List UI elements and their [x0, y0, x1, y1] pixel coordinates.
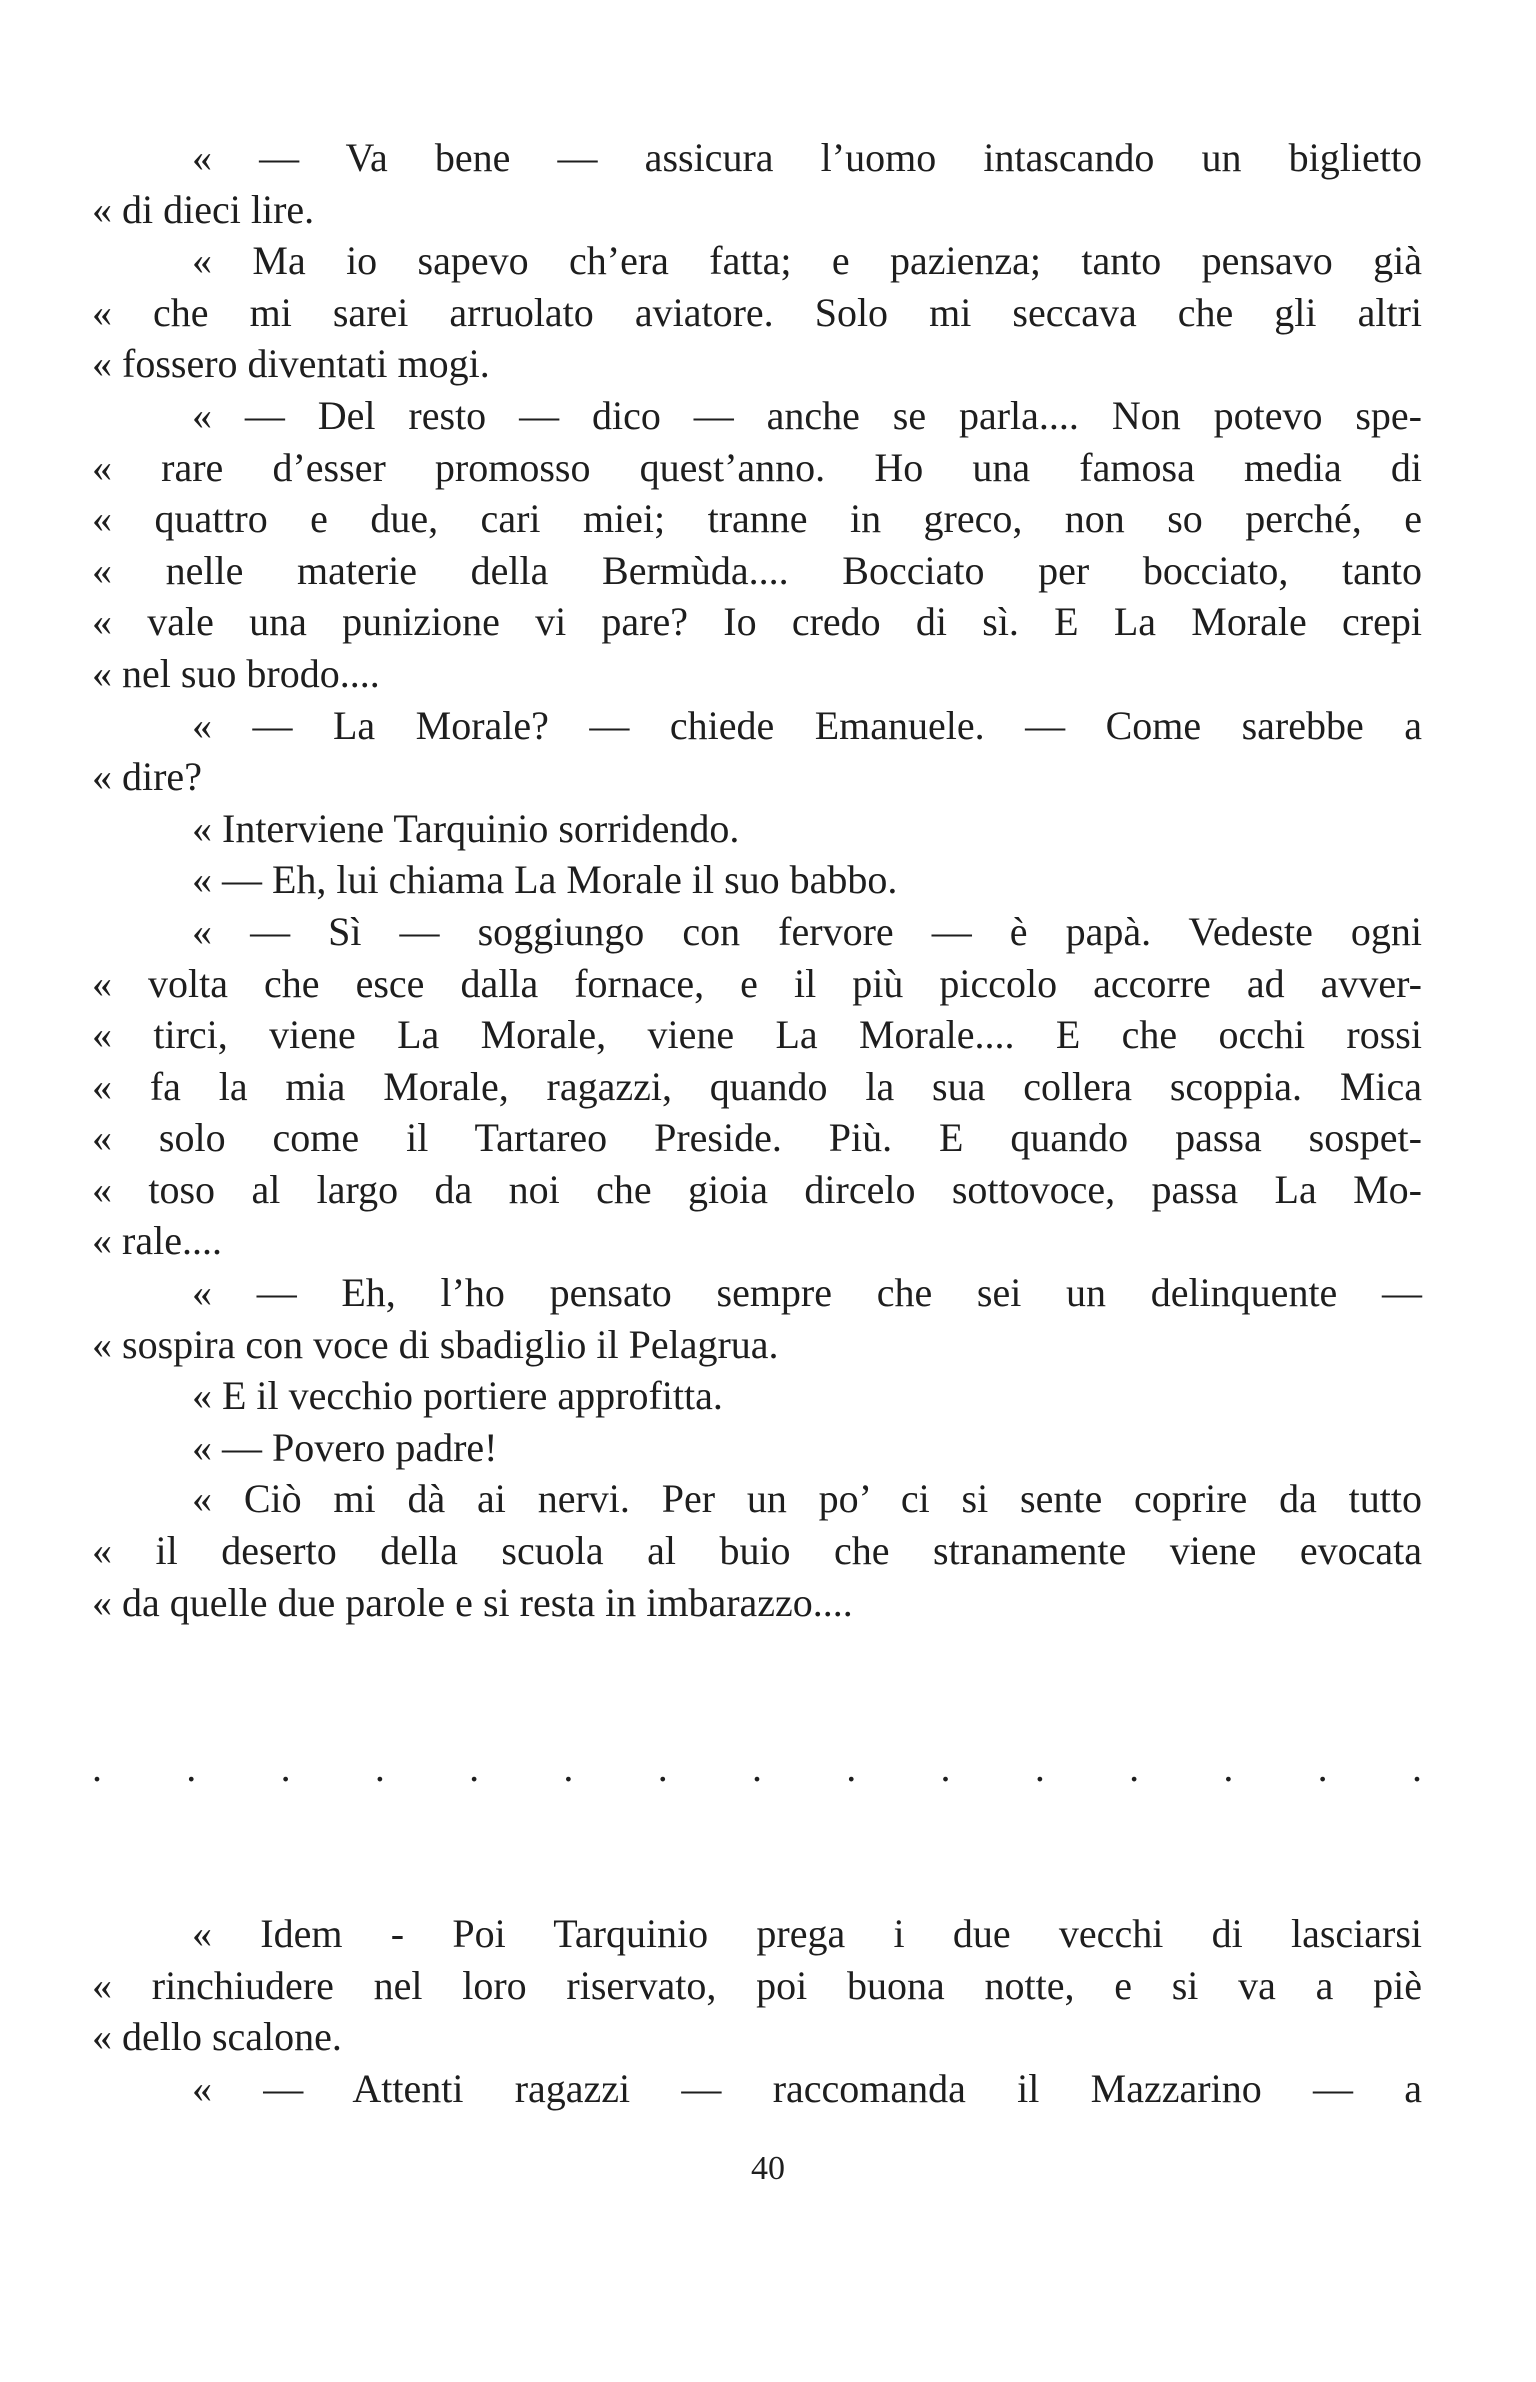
second-text-block — [92, 1908, 1422, 2114]
text-line — [92, 958, 1422, 1010]
text-run: « sospira con voce di sbadiglio il Pelagrua. — [92, 1321, 779, 1367]
text-run: « vale una punizione vi pare? Io credo di sì. E — [92, 599, 1114, 645]
italic-text: riservato, — [566, 1962, 717, 2008]
text-run: « rare d’esser promosso quest’anno. Ho una famosa media di — [92, 444, 1422, 490]
text-run: « quattro e due, cari miei; tranne in greco, non so perché, e — [92, 496, 1422, 542]
separator-dot: . — [1034, 1745, 1045, 1790]
text-run: « — Eh, lui chiama — [192, 857, 515, 903]
text-run: « Interviene Tarquinio sorridendo. — [192, 805, 740, 851]
text-run: « che mi sarei arruolato aviatore. Solo mi seccava che gli altri — [92, 289, 1422, 335]
text-run: « nelle materie della Bermùda.... Bocciato per bocciato, tanto — [92, 547, 1422, 593]
separator-dot: . — [92, 1745, 102, 1790]
text-line — [92, 338, 1422, 390]
text-run: ragazzi, quando la sua collera scoppia. Mica — [508, 1063, 1423, 1109]
text-run: « — Sì — soggiungo con fervore — è papà. Vedeste ogni — [192, 908, 1422, 954]
text-run: « — Va bene — assicura l’uomo intascando un biglietto — [192, 135, 1422, 180]
text-line — [92, 442, 1422, 494]
text-line — [92, 1960, 1422, 2012]
separator-dot: . — [751, 1745, 762, 1790]
text-line — [92, 803, 1422, 855]
text-run: il suo babbo. — [681, 857, 898, 903]
text-run: crepi — [1306, 599, 1422, 645]
italic-text: La Morale.... — [775, 1012, 1015, 1058]
section-separator-dots — [92, 1745, 1422, 1790]
text-line — [92, 1577, 1422, 1629]
text-run: « — [92, 1218, 122, 1264]
separator-dot: . — [1129, 1745, 1140, 1790]
text-run: « Ma io sapevo ch’era fatta; e pazienza; tanto pensavo già — [192, 238, 1422, 284]
text-run: « — La Morale? — chiede Emanuele. — Come sarebbe a — [192, 702, 1422, 748]
text-run: « E il vecchio portiere approfitta. — [192, 1373, 723, 1419]
separator-dot: . — [186, 1745, 197, 1790]
text-run: « — Del resto — dico — anche se parla.... Non potevo spe- — [192, 392, 1422, 438]
text-line — [92, 1267, 1422, 1319]
text-line — [92, 854, 1422, 906]
text-line — [92, 184, 1422, 236]
text-line — [92, 493, 1422, 545]
italic-text: Idem — [260, 1911, 343, 1956]
text-run: viene — [606, 1012, 776, 1058]
text-line — [92, 1164, 1422, 1216]
italic-text: La Morale, — [397, 1012, 607, 1058]
text-line — [92, 700, 1422, 752]
text-line — [92, 1009, 1422, 1061]
text-run: « fossero diventati mogi. — [92, 341, 490, 387]
text-run: « di dieci lire. — [92, 186, 315, 232]
separator-dot: . — [563, 1745, 574, 1790]
text-line — [92, 287, 1422, 339]
text-line — [92, 2063, 1422, 2115]
text-run: « il deserto della scuola al buio che stranamente viene evocata — [92, 1528, 1422, 1574]
text-line — [92, 132, 1422, 184]
text-run: « volta che esce dalla fornace, e il più piccolo accorre ad avver- — [92, 960, 1422, 1006]
separator-dot: . — [469, 1745, 480, 1790]
text-line — [92, 1061, 1422, 1113]
text-line — [92, 235, 1422, 287]
text-run: « da quelle due parole e si resta in imbarazzo.... — [92, 1579, 853, 1625]
italic-text: La Mo- — [1274, 1166, 1422, 1212]
text-line — [92, 906, 1422, 958]
text-run: « — Attenti ragazzi — raccomanda il Mazzarino — a — [192, 2065, 1422, 2111]
separator-dot: . — [657, 1745, 668, 1790]
text-line — [92, 1112, 1422, 1164]
text-line — [92, 390, 1422, 442]
italic-text: rale.... — [122, 1218, 222, 1264]
text-line — [92, 1422, 1422, 1474]
text-line — [92, 596, 1422, 648]
text-run: « rinchiudere nel loro — [92, 1962, 567, 2008]
text-run: « dire? — [92, 754, 202, 800]
text-run: « nel suo brodo.... — [92, 650, 380, 696]
text-run: E che occhi rossi — [1014, 1012, 1422, 1058]
separator-dot: . — [940, 1745, 951, 1790]
text-line — [92, 1319, 1422, 1371]
text-line — [92, 1525, 1422, 1577]
separator-dot: . — [1411, 1745, 1422, 1790]
text-run: « toso al largo da noi che gioia dircelo sottovoce, passa — [92, 1166, 1275, 1212]
text-line — [92, 1473, 1422, 1525]
separator-dot: . — [1317, 1745, 1328, 1790]
page-number: 40 — [751, 2150, 785, 2187]
text-run: « — Eh, l’ho pensato sempre che sei un delinquente — — [192, 1270, 1422, 1316]
text-line — [92, 1215, 1422, 1267]
text-run: « — [192, 1911, 261, 1956]
separator-dot: . — [1223, 1745, 1234, 1790]
text-line — [92, 545, 1422, 597]
text-run: « tirci, viene — [92, 1012, 398, 1058]
text-run: « — Povero padre! — [192, 1424, 498, 1470]
text-run: - Poi Tarquinio prega i due vecchi di lasciarsi — [342, 1911, 1423, 1956]
text-line — [92, 1370, 1422, 1422]
italic-text: La Morale — [1113, 599, 1307, 645]
text-run: « Ciò mi dà ai nervi. Per un po’ ci si sente coprire da tutto — [192, 1476, 1422, 1522]
text-run: « solo come il Tartareo Preside. Più. E quando passa sospet- — [92, 1115, 1422, 1161]
main-text-block — [92, 132, 1422, 1628]
italic-text: Morale, — [383, 1063, 509, 1109]
text-run: « dello scalone. — [92, 2014, 342, 2060]
separator-dot: . — [846, 1745, 857, 1790]
text-run: poi buona notte, e si va a piè — [716, 1962, 1422, 2008]
separator-dot: . — [280, 1745, 291, 1790]
separator-dot: . — [374, 1745, 385, 1790]
text-line — [92, 1908, 1422, 1960]
italic-text: La Morale — [514, 857, 682, 903]
text-line — [92, 751, 1422, 803]
text-line — [92, 648, 1422, 700]
text-run: « fa la mia — [92, 1063, 384, 1109]
text-line — [92, 2011, 1422, 2063]
